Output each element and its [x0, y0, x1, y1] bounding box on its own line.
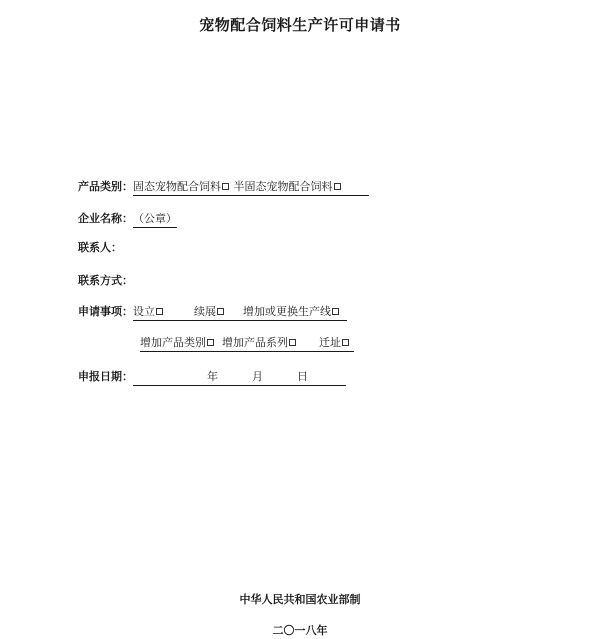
app-option-establish-label: 设立 — [133, 305, 155, 318]
application-date-field[interactable] — [133, 370, 346, 386]
company-name-field[interactable] — [133, 212, 177, 228]
application-items-field-2 — [140, 336, 354, 352]
product-category-field — [133, 180, 369, 196]
document-title: 宠物配合饲料生产许可申请书 — [199, 16, 401, 34]
app-option-series[interactable] — [222, 336, 297, 350]
category-option-solid[interactable] — [133, 180, 230, 194]
date-year-label: 年 — [207, 370, 218, 383]
company-seal-text: （公章） — [133, 212, 177, 225]
issue-year-text: 二〇一八年 — [272, 624, 328, 637]
checkbox-icon[interactable] — [156, 308, 163, 315]
app-option-relocate[interactable] — [319, 336, 350, 350]
date-day-label: 日 — [297, 370, 308, 383]
app-option-renew[interactable] — [194, 305, 225, 319]
date-month-label: 月 — [252, 370, 263, 383]
application-items-label: 申请事项： — [78, 305, 133, 318]
app-option-series-label: 增加产品系列 — [222, 336, 288, 349]
app-option-establish[interactable] — [133, 305, 164, 319]
category-option-solid-label: 固态宠物配合饲料 — [133, 180, 221, 193]
checkbox-icon[interactable] — [289, 339, 296, 346]
checkbox-icon[interactable] — [222, 183, 229, 190]
application-items-row-2 — [140, 336, 354, 352]
contact-person-label: 联系人： — [78, 241, 122, 254]
app-option-category[interactable] — [140, 336, 215, 350]
contact-method-label: 联系方式： — [78, 274, 133, 287]
product-category-row — [78, 180, 369, 196]
issuer-text: 中华人民共和国农业部制 — [239, 593, 361, 606]
checkbox-icon[interactable] — [217, 308, 224, 315]
app-option-line[interactable] — [243, 305, 340, 319]
contact-method-row — [78, 274, 133, 288]
application-items-row — [78, 305, 347, 321]
checkbox-icon[interactable] — [334, 183, 341, 190]
company-name-label: 企业名称： — [78, 212, 133, 225]
product-category-label: 产品类别： — [78, 180, 133, 193]
category-option-semisolid[interactable] — [234, 180, 342, 194]
app-option-line-label: 增加或更换生产线 — [243, 305, 331, 318]
application-date-row — [78, 370, 346, 386]
application-date-label: 申报日期： — [78, 370, 133, 383]
category-option-semisolid-label: 半固态宠物配合饲料 — [233, 180, 333, 193]
app-option-category-label: 增加产品类别 — [140, 336, 206, 349]
app-option-relocate-label: 迁址 — [319, 336, 341, 349]
company-name-row — [78, 212, 177, 228]
checkbox-icon[interactable] — [332, 308, 339, 315]
checkbox-icon[interactable] — [342, 339, 349, 346]
contact-person-row — [78, 241, 122, 255]
app-option-renew-label: 续展 — [194, 305, 216, 318]
application-items-field — [133, 305, 347, 321]
checkbox-icon[interactable] — [207, 339, 214, 346]
